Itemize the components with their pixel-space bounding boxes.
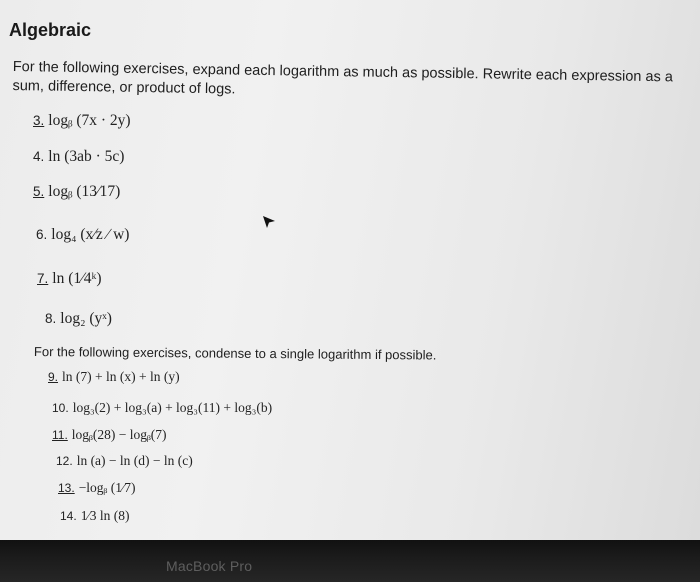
exercise-number: 7. xyxy=(37,271,49,286)
exercise-number: 13. xyxy=(58,481,75,495)
device-label: MacBook Pro xyxy=(166,558,253,574)
exercise-expression: logᵦ (13⁄17) xyxy=(48,183,121,200)
laptop-bezel xyxy=(0,540,700,582)
exercise-14 xyxy=(60,508,129,524)
exercise-9 xyxy=(48,369,180,385)
exercise-11 xyxy=(52,427,167,443)
exercise-8 xyxy=(45,310,112,328)
exercise-7 xyxy=(37,270,102,288)
exercise-13 xyxy=(58,480,135,496)
exercise-expression: −logᵦ (1⁄7) xyxy=(78,480,136,495)
exercise-6 xyxy=(36,226,129,244)
condense-instructions: For the following exercises, condense to a single logarithm if possible. xyxy=(33,344,437,363)
exercise-5 xyxy=(33,183,120,201)
exercise-expression: ln (3ab · 5c) xyxy=(48,148,125,165)
exercise-number: 4. xyxy=(33,149,45,164)
section-heading: Algebraic xyxy=(9,20,92,40)
exercise-expression: logᵦ (7x · 2y) xyxy=(48,112,131,129)
exercise-number: 3. xyxy=(33,113,45,128)
exercise-number: 5. xyxy=(33,184,45,199)
mouse-cursor-icon xyxy=(262,215,276,229)
exercise-number: 12. xyxy=(56,454,73,468)
exercise-expression: log₄ (x⁄z ∕ w) xyxy=(51,226,130,243)
exercise-3 xyxy=(33,112,131,130)
expand-instructions: For the following exercises, expand each logarithm as much as possible. Rewrite each expression as a sum, difference, or product of logs. xyxy=(12,58,673,98)
exercise-number: 6. xyxy=(36,227,48,242)
exercise-expression: 1⁄3 ln (8) xyxy=(80,508,130,523)
exercise-expression: log₃(2) + log₃(a) + log₃(11) + log₃(b) xyxy=(72,400,273,415)
exercise-4 xyxy=(33,148,124,166)
exercise-number: 9. xyxy=(48,370,59,384)
exercise-number: 14. xyxy=(60,509,77,523)
exercise-number: 10. xyxy=(52,401,69,415)
exercise-10 xyxy=(52,400,272,416)
exercise-expression: ln (a) − ln (d) − ln (c) xyxy=(76,453,193,468)
exercise-12 xyxy=(56,453,193,469)
exercise-expression: logᵦ(28) − logᵦ(7) xyxy=(71,427,167,442)
exercise-expression: log₂ (yˣ) xyxy=(60,310,112,327)
exercise-number: 11. xyxy=(52,428,68,442)
exercise-expression: ln (1⁄4ᵏ) xyxy=(52,270,102,287)
exercise-expression: ln (7) + ln (x) + ln (y) xyxy=(62,369,180,384)
exercise-number: 8. xyxy=(45,311,57,326)
